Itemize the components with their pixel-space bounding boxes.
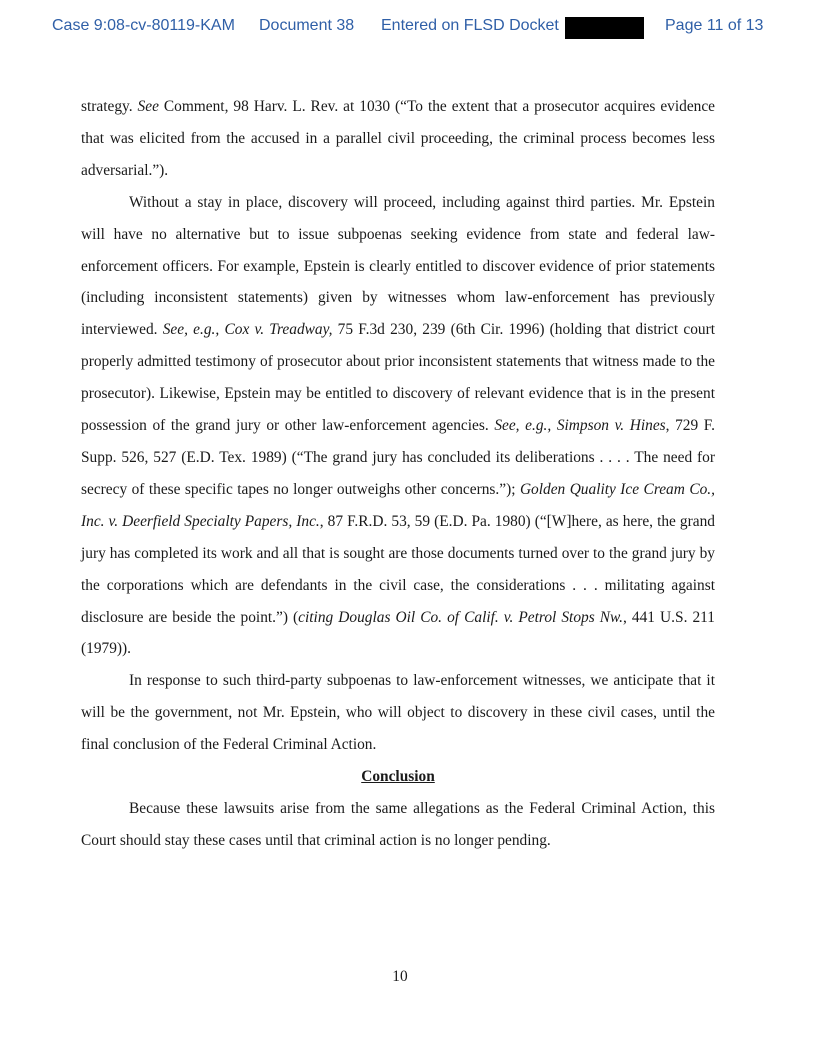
- paragraph-3: In response to such third-party subpoenas to law-enforcement witnesses, we anticipate that it will be the government, not Mr. Epstein, who will object to discovery in these civil cases, until the final conclusion of the Federal Criminal Action.: [81, 672, 715, 754]
- docket-header: [0, 15, 820, 41]
- document-body: [81, 91, 715, 857]
- redaction-box: [565, 17, 644, 39]
- conclusion-heading: Conclusion: [361, 768, 435, 786]
- text-run: , 87 F.R.D. 53, 59 (E.D. Pa. 1980) (“[W]here, as here, the grand jury has completed its work and all that is sought are those documents turned over to the grand jury by the corporations which are defendants in the civil case, the considerations . . . militating against disclosure are beside the point.”) (: [81, 512, 715, 626]
- text-run: , 729 F. Supp. 526, 527 (E.D. Tex. 1989) (“The grand jury has concluded its deliberations . . . . The need for secrecy of these specific tapes no longer outweighs other concerns.”);: [81, 417, 715, 498]
- case-citation: Golden Quality Ice Cream Co., Inc. v. Deerfield Specialty Papers, Inc.: [81, 480, 715, 530]
- text-run: Without a stay in place, discovery will proceed, including against third parties. Mr. Epstein will have no alternative but to issue subpoenas seeking evidence from state and federal law-enforcement officers. For example, Epstein is clearly entitled to discover evidence of prior statements (including inconsistent statements) given by witnesses whom law-enforcement has previously interviewed.: [81, 193, 715, 339]
- paragraph-2: [81, 187, 715, 666]
- page-number: 10: [392, 968, 408, 985]
- case-citation: See, e.g., Cox v. Treadway,: [162, 321, 333, 339]
- entered-on-docket: Entered on FLSD Docket: [381, 17, 559, 34]
- page-count: Page 11 of 13: [665, 17, 764, 34]
- case-citation: See, e.g., Simpson v. Hines: [494, 417, 666, 435]
- document-number: Document 38: [259, 17, 355, 34]
- text-run: Comment, 98 Harv. L. Rev. at 1030 (“To the extent that a prosecutor acquires evidence that was elicited from the accused in a parallel civil proceeding, the criminal process becomes less adversarial.”).: [81, 98, 716, 179]
- paragraph-1: [81, 91, 715, 187]
- paragraph-4: Because these lawsuits arise from the same allegations as the Federal Criminal Action, this Court should stay these cases until that criminal action is no longer pending.: [81, 799, 715, 849]
- text-run: strategy.: [81, 98, 138, 115]
- case-citation: citing Douglas Oil Co. of Calif. v. Petrol Stops Nw.: [298, 608, 623, 626]
- citation-signal: See: [137, 98, 159, 115]
- text-run: 75 F.3d 230, 239 (6th Cir. 1996) (holding that district court properly admitted testimony of prosecutor about prior inconsistent statements that witness made to the prosecutor). Likewise, Epstein may be entitled to discovery of relevant evidence that is in the present possession of the grand jury or other law-enforcement agencies.: [81, 321, 715, 435]
- text-run: , 441 U.S. 211 (1979)).: [81, 608, 715, 658]
- case-number: Case 9:08-cv-80119-KAM: [52, 17, 235, 34]
